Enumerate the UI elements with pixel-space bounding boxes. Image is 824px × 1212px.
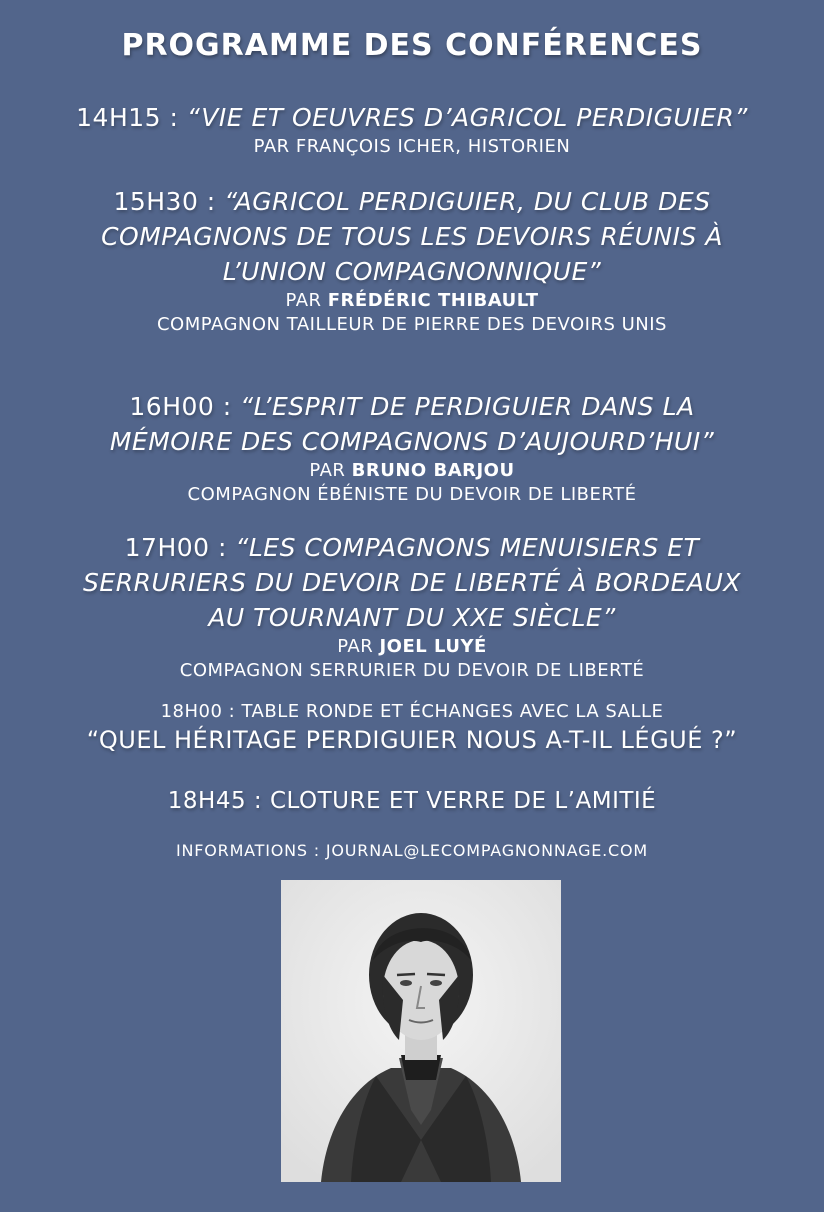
- session-time: 15H30 :: [113, 187, 225, 216]
- closing-text: 18H45 : CLOTURE ET VERRE DE L’AMITIÉ: [167, 788, 657, 814]
- speaker-role: COMPAGNON SERRURIER DU DEVOIR DE LIBERTÉ: [179, 660, 645, 681]
- page-title: PROGRAMME DES CONFÉRENCES: [121, 28, 703, 63]
- session-speaker: PAR FRANÇOIS ICHER, HISTORIEN: [253, 136, 571, 157]
- speaker-prefix: PAR: [337, 636, 380, 657]
- closing: [0, 784, 824, 819]
- session-talk-title-line: L’UNION COMPAGNONNIQUE”: [222, 257, 602, 286]
- session-talk-title-line: SERRURIERS DU DEVOIR DE LIBERTÉ À BORDEAUX: [83, 568, 741, 597]
- speaker-name: JOEL LUYÉ: [379, 636, 487, 657]
- contact-info: INFORMATIONS : JOURNAL@LECOMPAGNONNAGE.COM: [175, 841, 649, 860]
- session-speaker: [0, 289, 824, 313]
- speaker-prefix: PAR: [285, 290, 328, 311]
- speaker-name: BRUNO BARJOU: [351, 460, 515, 481]
- session-speaker: [0, 635, 824, 659]
- speaker-prefix: PAR: [309, 460, 352, 481]
- session-talk-title-line: “AGRICOL PERDIGUIER, DU CLUB DES: [224, 187, 711, 216]
- session-4: [0, 530, 824, 683]
- session-talk-title-line: “LES COMPAGNONS MENUISIERS ET: [235, 533, 700, 562]
- info: [0, 840, 824, 862]
- session-2-heading: [0, 184, 824, 219]
- session-3: [0, 389, 824, 507]
- session-speaker: [0, 459, 824, 483]
- roundtable-heading: 18H00 : TABLE RONDE ET ÉCHANGES AVEC LA SALLE: [160, 701, 664, 722]
- speaker-role: COMPAGNON ÉBÉNISTE DU DEVOIR DE LIBERTÉ: [187, 484, 637, 505]
- session-talk-title-line: MÉMOIRE DES COMPAGNONS D’AUJOURD’HUI”: [109, 427, 715, 456]
- session-1: [0, 100, 824, 159]
- session-time: 17H00 :: [124, 533, 236, 562]
- session-1-heading: [0, 100, 824, 135]
- session-time: 14H15 :: [76, 103, 187, 132]
- portrait-image: [281, 880, 561, 1182]
- session-3-heading: [0, 389, 824, 424]
- speaker-name: FRÉDÉRIC THIBAULT: [327, 290, 539, 311]
- session-talk-title-line: COMPAGNONS DE TOUS LES DEVOIRS RÉUNIS À: [101, 222, 723, 251]
- session-talk-title-line: AU TOURNANT DU XXE SIÈCLE”: [208, 603, 616, 632]
- portrait-illustration: [281, 880, 561, 1182]
- roundtable: [0, 700, 824, 756]
- session-talk-title-line: “L’ESPRIT DE PERDIGUIER DANS LA: [240, 392, 695, 421]
- session-talk-title: “VIE ET OEUVRES D’AGRICOL PERDIGUIER”: [186, 103, 748, 132]
- session-2: [0, 184, 824, 337]
- roundtable-question: “QUEL HÉRITAGE PERDIGUIER NOUS A-T-IL LÉGUÉ ?”: [86, 726, 738, 754]
- session-4-heading: [0, 530, 824, 565]
- session-time: 16H00 :: [129, 392, 241, 421]
- speaker-role: COMPAGNON TAILLEUR DE PIERRE DES DEVOIRS UNIS: [156, 314, 667, 335]
